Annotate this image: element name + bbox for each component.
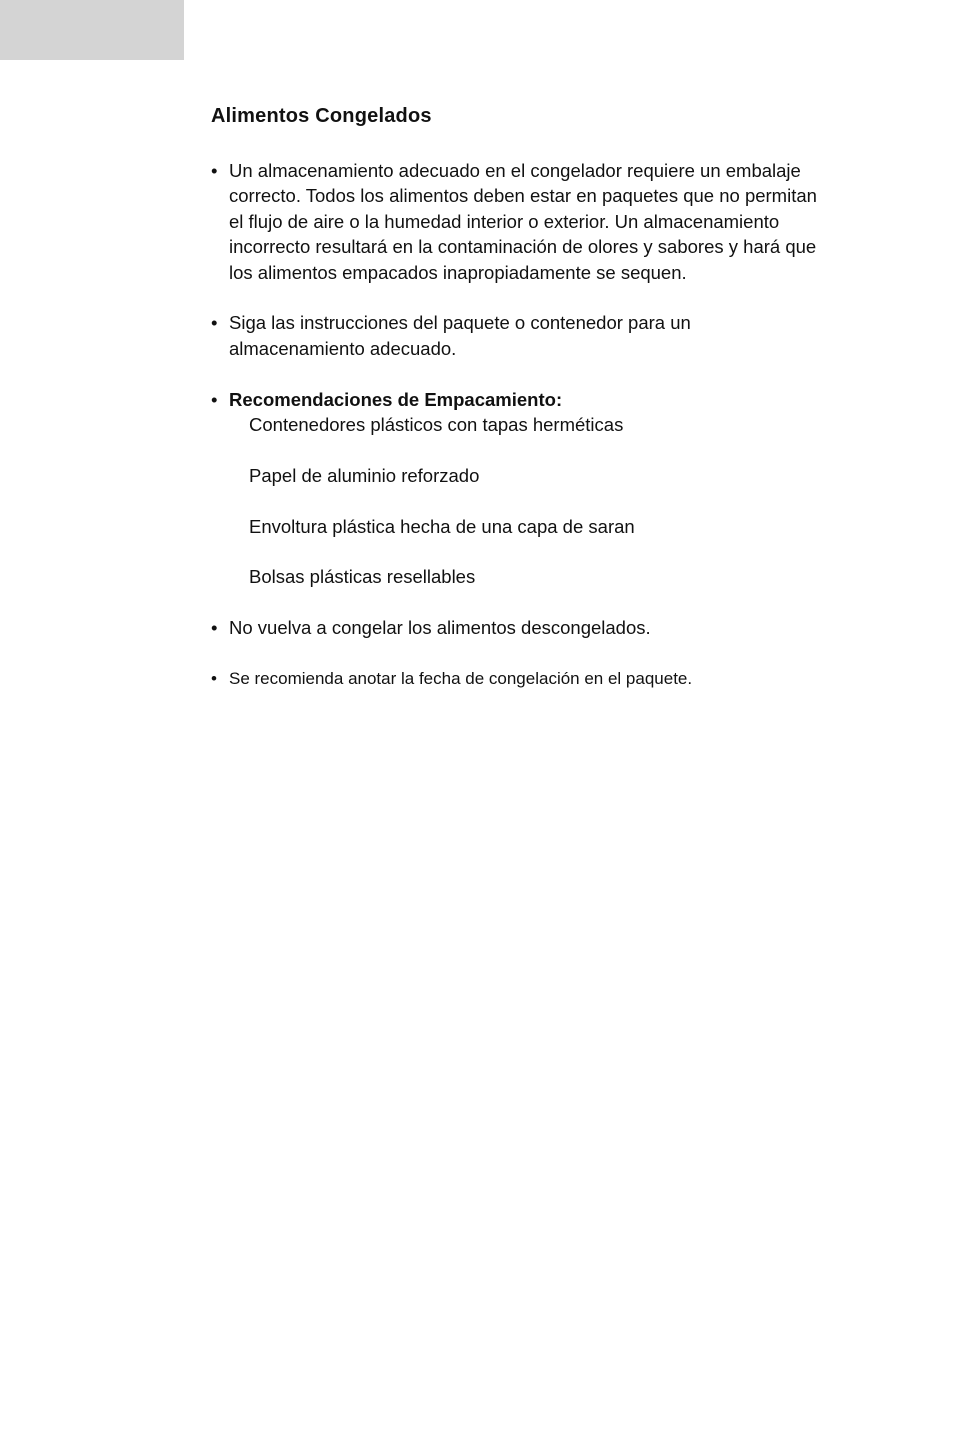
page-corner-tab — [0, 0, 184, 60]
bullet-line: correcto. Todos los alimentos deben estar en paquetes que no permitan — [229, 185, 817, 207]
bullet-line: almacenamiento adecuado. — [229, 337, 457, 359]
bullet-line: Un almacenamiento adecuado en el congelador requiere un embalaje — [229, 160, 801, 181]
section-title: Alimentos Congelados — [211, 105, 432, 127]
bullet-date-label — [211, 666, 891, 691]
page-content — [211, 102, 891, 717]
bullet-dot: • — [211, 669, 217, 689]
bullet-no-refreeze — [211, 615, 891, 640]
recommendation-item: Envoltura plástica hecha de una capa de saran — [249, 515, 635, 537]
bullet-line: No vuelva a congelar los alimentos descongelados. — [229, 617, 651, 639]
bullet-line: incorrecto resultará en la contaminación de olores y sabores y hará que — [229, 236, 817, 258]
bullet-packaging — [211, 158, 891, 285]
bullet-line: Siga las instrucciones del paquete o contenedor para un — [229, 312, 691, 334]
bullet-dot: • — [211, 312, 218, 334]
recommendations-heading: Recomendaciones de Empacamiento: — [229, 388, 563, 410]
bullet-line: los alimentos empacados inapropiadamente se sequen. — [229, 261, 687, 283]
bullet-dot: • — [211, 160, 218, 181]
bullet-line: el flujo de aire o la humedad interior o exterior. Un almacenamiento — [229, 210, 780, 232]
recommendation-item: Contenedores plásticos con tapas herméticas — [249, 414, 624, 436]
recommendation-item: Bolsas plásticas resellables — [249, 566, 476, 588]
bullet-dot: • — [211, 617, 218, 639]
bullet-line: Se recomienda anotar la fecha de congelación en el paquete. — [229, 669, 693, 689]
bullet-dot: • — [211, 388, 218, 410]
bullet-recommendations — [211, 387, 891, 590]
bullet-instructions — [211, 310, 891, 361]
recommendation-item: Papel de aluminio reforzado — [249, 464, 480, 486]
